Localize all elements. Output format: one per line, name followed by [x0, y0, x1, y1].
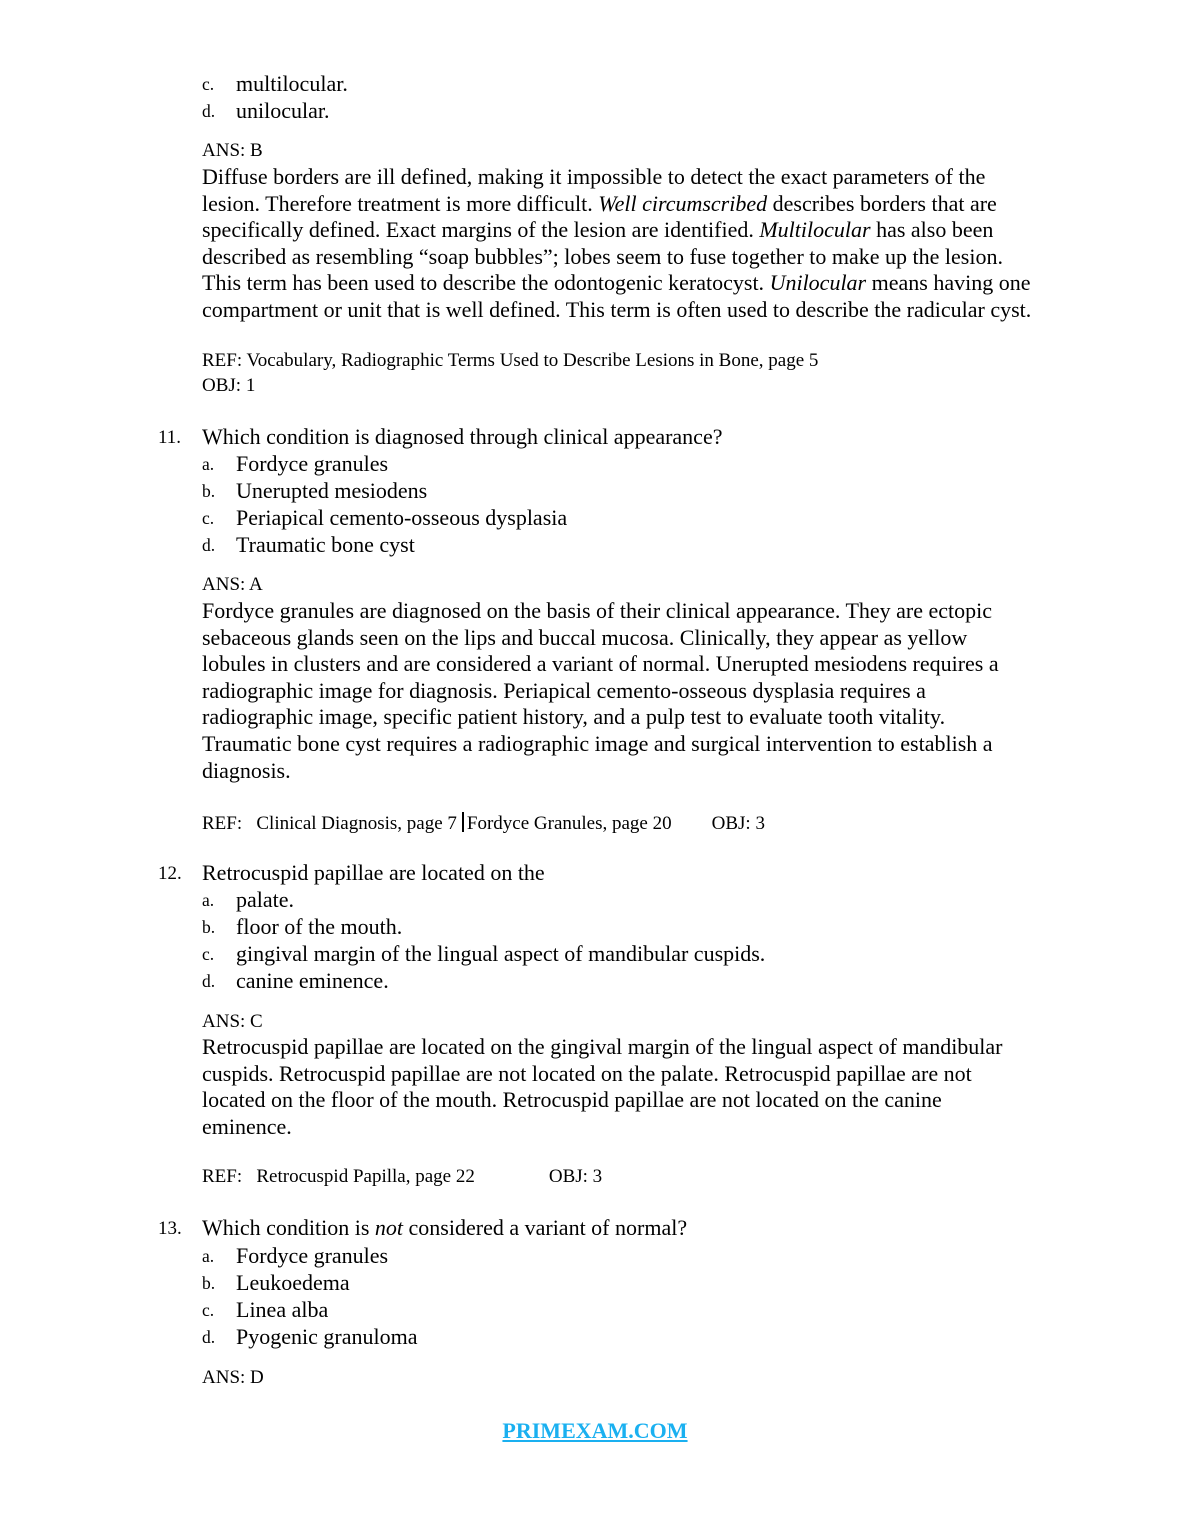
option-letter: d. — [202, 1327, 216, 1347]
question-number: 11. — [158, 427, 182, 448]
italic-term: Well circumscribed — [598, 190, 768, 216]
option-text: multilocular. — [236, 71, 348, 96]
ref-label: REF: — [202, 813, 243, 834]
option-text: Pyogenic granuloma — [236, 1324, 418, 1349]
ref-part: Clinical Diagnosis, page 7 — [256, 813, 457, 834]
option-text: palate. — [236, 887, 295, 912]
reference-line: REF: Vocabulary, Radiographic Terms Used to Describe Lesions in Bone, page 5 — [202, 350, 819, 371]
question-stem: Retrocuspid papillae are located on the — [202, 860, 545, 885]
option-letter: c. — [202, 508, 215, 528]
rationale-line: compartment or unit that is well defined. This term is often used to describe the radicular cyst. — [202, 296, 1032, 322]
answer-label: ANS: A — [202, 574, 263, 595]
option-letter: d. — [202, 535, 216, 555]
option-text: floor of the mouth. — [236, 914, 403, 939]
rationale-line: This term has been used to describe the odontogenic keratocyst. Unilocular means having one — [202, 270, 1031, 296]
italic-term: Multilocular — [759, 217, 871, 243]
answer-label: ANS: B — [202, 140, 263, 161]
option-text: Unerupted mesiodens — [236, 478, 428, 503]
option-letter: d. — [202, 101, 216, 121]
rationale-line: specifically defined. Exact margins of the lesion are identified. Multilocular has also been — [202, 217, 994, 243]
option-letter: a. — [202, 454, 215, 474]
reference-line — [202, 1166, 602, 1188]
option-text: Leukoedema — [236, 1270, 350, 1295]
rationale-line: described as resembling “soap bubbles”; lobes seem to fuse together to make up the lesion. — [202, 243, 1003, 269]
option-letter: b. — [202, 917, 216, 937]
rationale-line: Diffuse borders are ill defined, making it impossible to detect the exact parameters of the — [202, 164, 986, 189]
option-letter: b. — [202, 481, 216, 501]
ref-text: Retrocuspid Papilla, page 22 — [256, 1166, 475, 1187]
primexam-link[interactable]: PRIMEXAM.COM — [502, 1418, 688, 1443]
option-text: canine eminence. — [236, 968, 389, 993]
option-text: Traumatic bone cyst — [236, 532, 415, 557]
ref-part: Fordyce Granules, page 20 — [466, 813, 672, 834]
question-number: 12. — [158, 863, 182, 884]
reference-line — [202, 812, 765, 835]
option-text: Fordyce granules — [236, 1243, 389, 1268]
question-stem: Which condition is not considered a variant of normal? — [202, 1215, 688, 1240]
option-text: Periapical cemento-osseous dysplasia — [236, 505, 568, 530]
option-text: Fordyce granules — [236, 451, 389, 476]
option-text: Linea alba — [236, 1297, 329, 1322]
rationale-paragraph: Fordyce granules are diagnosed on the basis of their clinical appearance. They are ectopic sebaceous glands seen on the lips and buccal mucosa. Clinically, they appear as yellow lobules in clusters and are considered a variant of normal. Unerupted mesiodens requires a radiographic image for diagnosis. Periapical cemento-osseous dysplasia requires a radiographic image, specific patient history, and a pulp test to evaluate tooth vitality. Traumatic bone cyst requires a radiographic image and surgical intervention to establish a diagnosis. — [202, 598, 999, 783]
rationale-paragraph — [202, 164, 1102, 324]
question-stem: Which condition is diagnosed through clinical appearance? — [202, 424, 723, 449]
rationale-line: lesion. Therefore treatment is more difficult. Well circumscribed describes borders that are — [202, 190, 997, 216]
option-letter: c. — [202, 944, 215, 964]
option-text: unilocular. — [236, 98, 330, 123]
option-text: gingival margin of the lingual aspect of mandibular cuspids. — [236, 941, 766, 966]
answer-label: ANS: D — [202, 1367, 264, 1388]
answer-label: ANS: C — [202, 1011, 263, 1032]
option-letter: c. — [202, 74, 215, 94]
option-letter: a. — [202, 1246, 215, 1266]
objective-label: OBJ: 3 — [548, 1166, 603, 1187]
objective-line: OBJ: 1 — [202, 375, 256, 396]
option-letter: c. — [202, 1300, 215, 1320]
question-number: 13. — [158, 1218, 182, 1239]
objective-label: OBJ: 3 — [711, 813, 765, 834]
option-letter: a. — [202, 890, 215, 910]
italic-term: Unilocular — [769, 270, 867, 296]
ref-label: REF: — [202, 1166, 243, 1187]
rationale-paragraph: Retrocuspid papillae are located on the gingival margin of the lingual aspect of mandibular cuspids. Retrocuspid papillae are not located on the palate. Retrocuspid papillae are not located on the floor of the mouth. Retrocuspid papillae are not located on the canine eminence. — [202, 1034, 1003, 1139]
separator-bar — [462, 812, 464, 832]
option-letter: b. — [202, 1273, 216, 1293]
emphasis-not: not — [374, 1215, 404, 1240]
option-letter: d. — [202, 971, 216, 991]
